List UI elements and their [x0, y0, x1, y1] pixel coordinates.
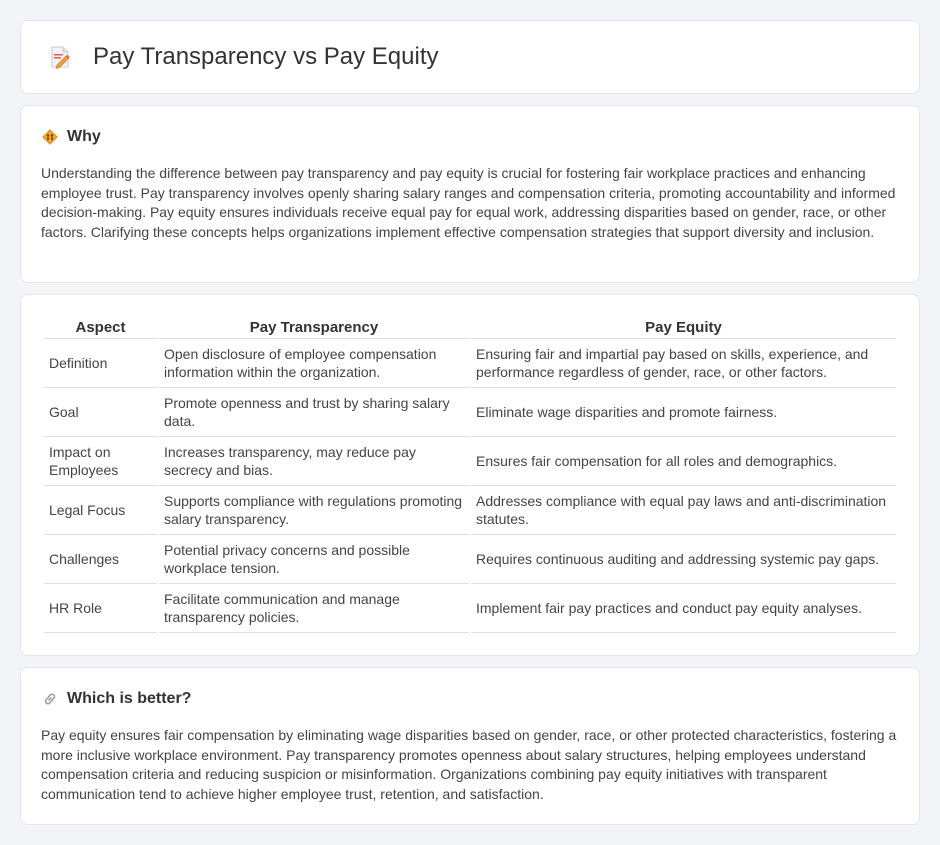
row-equity: Eliminate wage disparities and promote fairness.: [471, 388, 896, 437]
table-row: [44, 437, 896, 486]
row-equity: Addresses compliance with equal pay laws and anti-discrimination statutes.: [471, 486, 896, 535]
better-heading: [41, 690, 899, 708]
table-row: [44, 486, 896, 535]
header-aspect: Aspect: [44, 313, 157, 339]
row-transparency: Promote openness and trust by sharing salary data.: [159, 388, 469, 437]
header-pay-transparency: Pay Transparency: [159, 313, 469, 339]
row-equity: Requires continuous auditing and addressing systemic pay gaps.: [471, 535, 896, 584]
row-aspect: Challenges: [44, 535, 157, 584]
document-pencil-icon: [47, 44, 73, 70]
row-aspect: HR Role: [44, 584, 157, 633]
header-pay-equity: Pay Equity: [471, 313, 896, 339]
row-aspect: Impact on Employees: [44, 437, 157, 486]
row-transparency: Facilitate communication and manage transparency policies.: [159, 584, 469, 633]
link-icon: [41, 690, 59, 708]
row-transparency: Potential privacy concerns and possible workplace tension.: [159, 535, 469, 584]
row-equity: Ensuring fair and impartial pay based on skills, experience, and performance regardless of gender, race, or other factors.: [471, 339, 896, 388]
row-transparency: Open disclosure of employee compensation information within the organization.: [159, 339, 469, 388]
better-heading-text: Which is better?: [67, 690, 192, 707]
table-row: [44, 339, 896, 388]
table-row: [44, 535, 896, 584]
comparison-table-card: [20, 294, 920, 656]
why-text: Understanding the difference between pay transparency and pay equity is crucial for fostering fair workplace practices and enhancing employee trust. Pay transparency involves openly sharing salary ranges and compensation criteria, promoting accountability and informed decision-making. Pay equity ensures individuals receive equal pay for equal work, addressing disparities based on gender, race, or other factors. Clarifying these concepts helps organizations implement effective compensation strategies that support diversity and inclusion.: [41, 165, 896, 240]
row-aspect: Goal: [44, 388, 157, 437]
table-row: [44, 388, 896, 437]
row-transparency: Supports compliance with regulations promoting salary transparency.: [159, 486, 469, 535]
why-heading: [41, 128, 899, 146]
which-is-better-section: [20, 667, 920, 825]
why-section: [20, 105, 920, 283]
row-aspect: Definition: [44, 339, 157, 388]
title-card: [20, 20, 920, 94]
road-sign-icon: [41, 128, 59, 146]
row-aspect: Legal Focus: [44, 486, 157, 535]
comparison-table: [42, 313, 898, 633]
better-text: Pay equity ensures fair compensation by eliminating wage disparities based on gender, race, or other protected characteristics, fostering a more inclusive workplace environment. Pay transparency promotes openness about salary structures, helping employees understand compensation criteria and reducing suspicion or misinformation. Organizations combining pay equity initiatives with transparent communication tend to achieve higher employee trust, retention, and satisfaction.: [41, 727, 897, 802]
page-title: Pay Transparency vs Pay Equity: [93, 43, 439, 70]
row-transparency: Increases transparency, may reduce pay secrecy and bias.: [159, 437, 469, 486]
table-header-row: [44, 313, 896, 339]
row-equity: Implement fair pay practices and conduct pay equity analyses.: [471, 584, 896, 633]
table-row: [44, 584, 896, 633]
row-equity: Ensures fair compensation for all roles and demographics.: [471, 437, 896, 486]
why-heading-text: Why: [67, 128, 101, 145]
